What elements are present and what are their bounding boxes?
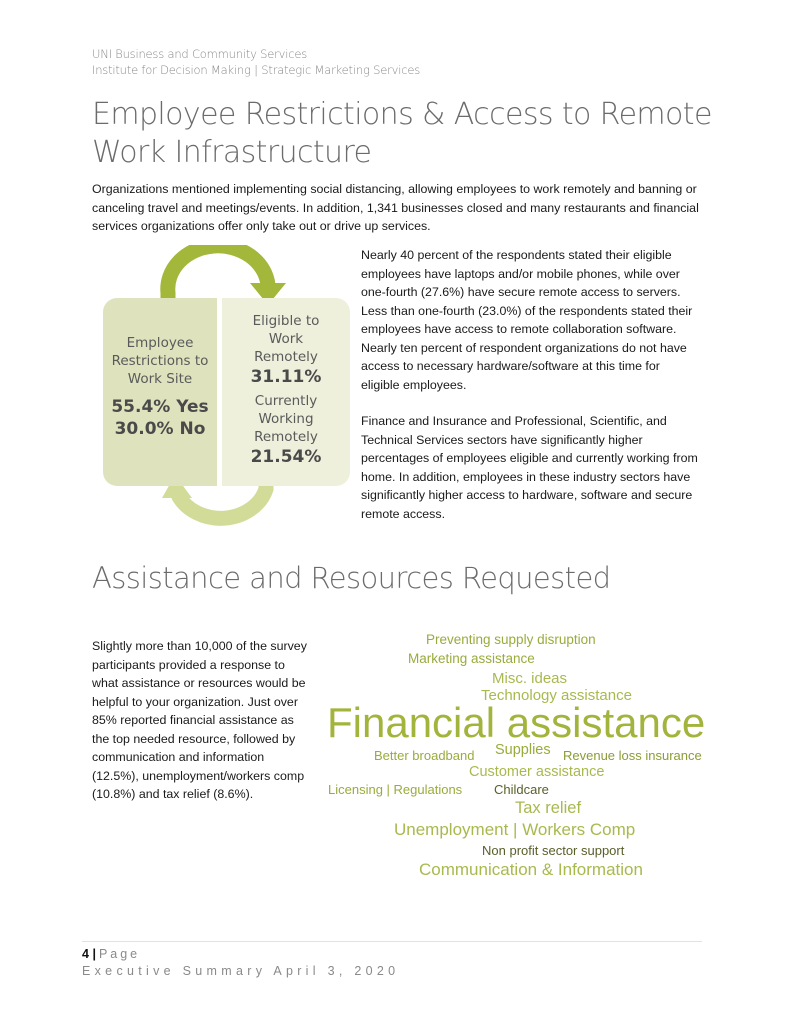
section-title-remote-work (92, 96, 732, 172)
header-institute: Institute for Decision Making | Strategic Marketing Services (92, 63, 421, 77)
remote-box (222, 298, 350, 486)
restrictions-label-3: Work Site (127, 371, 193, 387)
title-line-2: Work Infrastructure (92, 135, 372, 170)
working-label-3: Remotely (254, 429, 318, 445)
sectors-paragraph: Finance and Insurance and Professional, Scientific, and Technical Services sectors have significantly higher percentages of employees eligible and currently working from home. In addition, employees in these industry sectors have significantly higher access to hardware, software and secure remote access. (361, 414, 698, 521)
eligible-label-2: Work (268, 331, 304, 347)
page-word: Page (98, 947, 141, 961)
cloud-word: Technology assistance (481, 687, 632, 704)
cloud-word: Communication & Information (419, 860, 643, 879)
cloud-word: Supplies (495, 742, 551, 758)
title-line-1: Employee Restrictions & Access to Remote (92, 97, 712, 132)
restrictions-box (103, 298, 217, 486)
footer-doc-title: Executive Summary April 3, 2020 (82, 964, 400, 978)
cloud-word-top: Financial assistance (327, 699, 706, 746)
eligible-label-1: Eligible to (252, 313, 320, 329)
page-number-line (82, 946, 140, 962)
header-org: UNI Business and Community Services (92, 47, 308, 61)
cloud-word: Childcare (494, 782, 549, 797)
restrictions-no-value: 30.0% No (114, 419, 206, 439)
assistance-paragraph: Slightly more than 10,000 of the survey participants provided a response to what assistance or resources would be helpful to your organization. Just over 85% reported financial assistance as the top needed resource, followed by communication and information (12.5%), unemployment/workers comp (10.8%) and tax relief (8.6%). (92, 639, 307, 801)
working-value: 21.54% (250, 447, 322, 467)
restrictions-label-2: Restrictions to (111, 353, 209, 369)
cloud-word: Tax relief (515, 799, 582, 817)
eligible-label-3: Remotely (254, 349, 318, 365)
intro-paragraph: Organizations mentioned implementing social distancing, allowing employees to work remotely and banning or canceling travel and meetings/events. In addition, 1,341 businesses closed and many restaurants and financial services organizations offer only take out or drive up services. (92, 182, 699, 233)
document-header (92, 46, 420, 78)
cloud-word: Customer assistance (469, 764, 605, 780)
cloud-word: Revenue loss insurance (563, 748, 702, 763)
cloud-word: Preventing supply disruption (426, 632, 596, 647)
cloud-word: Marketing assistance (408, 651, 535, 666)
footer-divider (82, 941, 702, 942)
cloud-word: Non profit sector support (482, 843, 625, 858)
restrictions-yes-value: 55.4% Yes (111, 397, 209, 417)
page-separator: | (92, 947, 96, 961)
working-label-2: Working (258, 411, 314, 427)
working-label-1: Currently (254, 393, 318, 409)
cloud-word: Misc. ideas (492, 670, 568, 687)
access-paragraph: Nearly 40 percent of the respondents stated their eligible employees have laptops and/or mobile phones, while over one-fourth (27.6%) have secure remote access to servers. Less than one-fourth (23.0%) of the respondents stated their employees have access to remote collaboration software. Nearly ten percent of respondent organizations do not have access to necessary hardware/software at this time for eligible employees. (361, 248, 693, 392)
restrictions-label-1: Employee (126, 335, 194, 351)
cloud-word: Better broadband (374, 748, 475, 763)
eligible-value: 31.11% (250, 367, 322, 387)
page-number: 4 (82, 947, 89, 961)
section-title-assistance: Assistance and Resources Requested (92, 561, 611, 595)
cloud-word: Licensing | Regulations (328, 782, 463, 797)
cloud-word: Unemployment | Workers Comp (394, 820, 636, 839)
